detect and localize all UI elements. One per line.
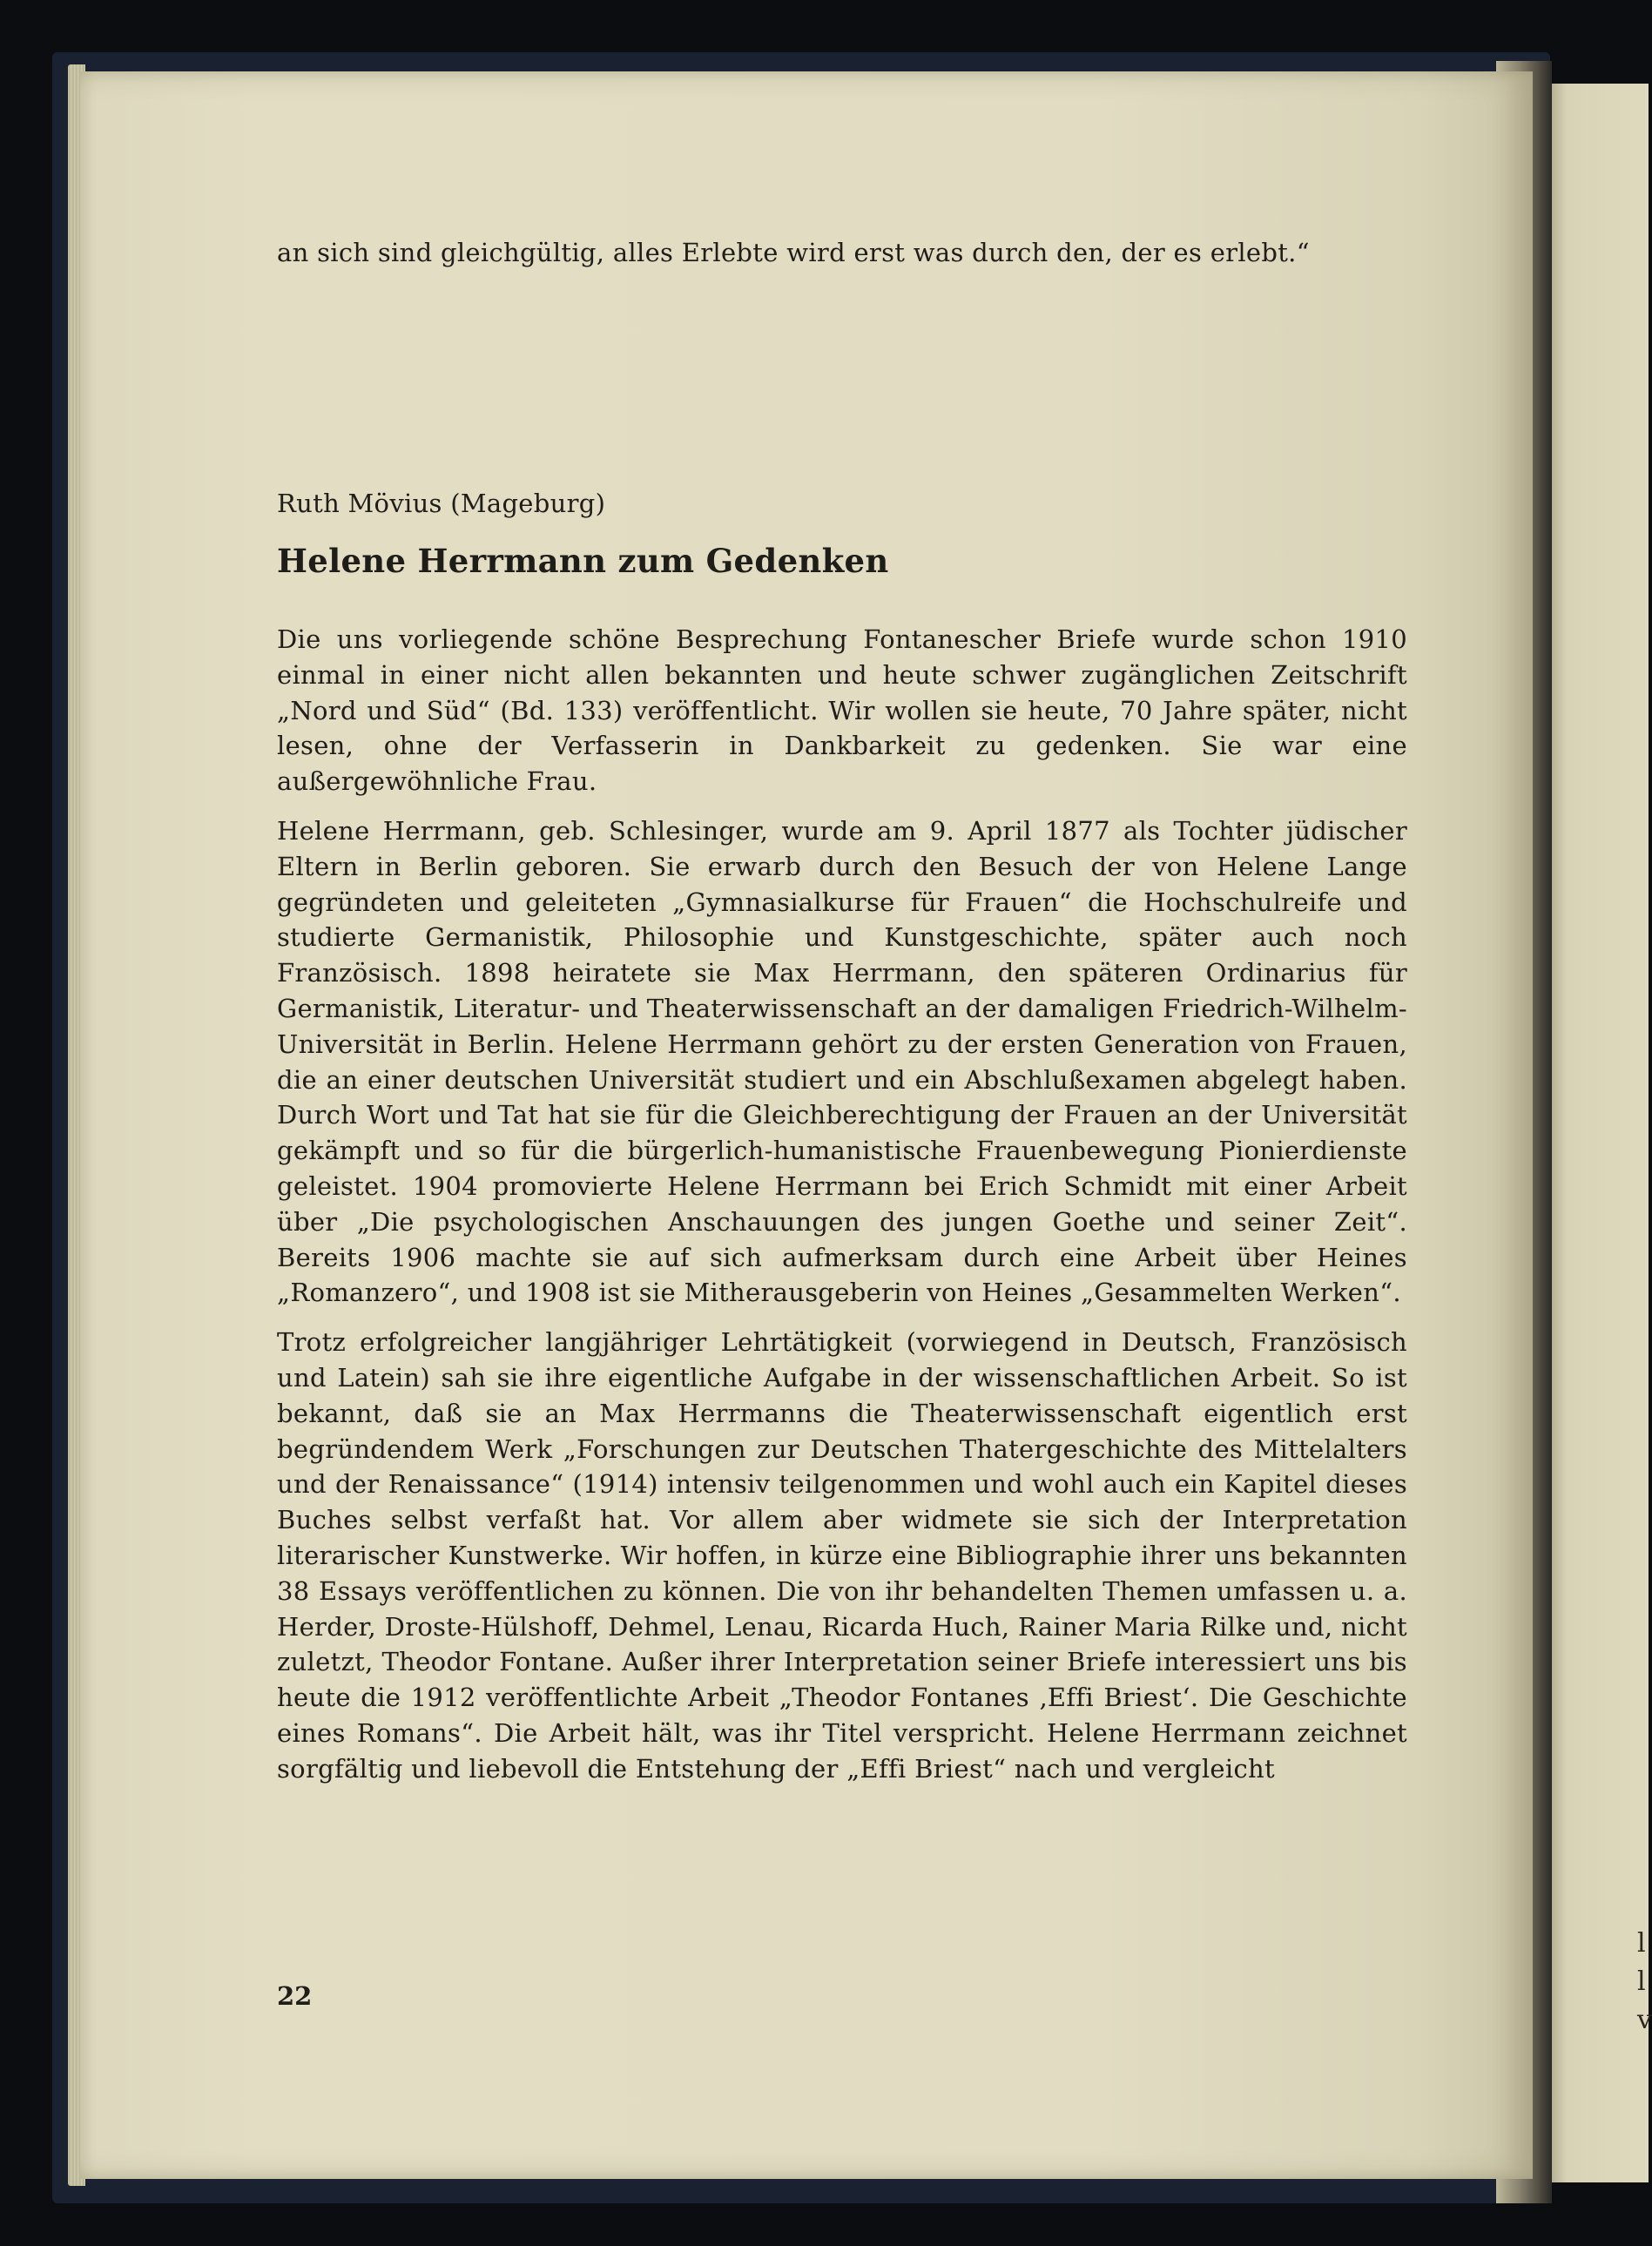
article-title: Helene Herrmann zum Gedenken (277, 542, 889, 580)
article-body (277, 622, 1407, 1787)
page-number: 22 (277, 1981, 313, 2011)
article-paragraph: Trotz erfolgreicher langjähriger Lehrtätigkeit (vorwiegend in Deutsch, Französisch und Latein) sah sie ihre eigentliche Aufgabe in der wissenschaftlichen Arbeit. So ist bekannt, daß sie an Max Herrmanns die Theaterwissenschaft eigentlich erst begründendem Werk „Forschungen zur Deutschen Thatergeschichte des Mittelalters und der Renaissance“ (1914) intensiv teilgenommen und wohl auch ein Kapitel dieses Buches selbst verfaßt hat. Vor allem aber widmete sie sich der Interpretation literarischer Kunstwerke. Wir hoffen, in kürze eine Bibliographie ihrer uns bekannten 38 Essays veröffentlichen zu können. Die von ihr behandelten Themen umfassen u. a. Herder, Droste-Hülshoff, Dehmel, Lenau, Ricarda Huch, Rainer Maria Rilke und, nicht zuletzt, Theodor Fontane. Außer ihrer Interpretation seiner Briefe interessiert uns bis heute die 1912 veröffentlichte Arbeit „Theodor Fontanes ‚Effi Briest‘. Die Geschichte eines Romans“. Die Arbeit hält, was ihr Titel verspricht. Helene Herrmann zeichnet sorgfältig und liebevoll die Entstehung der „Effi Briest“ nach und vergleicht (277, 1327, 1407, 1784)
article-paragraph: Helene Herrmann, geb. Schlesinger, wurde am 9. April 1877 als Tochter jüdischer Eltern in Berlin geboren. Sie erwarb durch den Besuch der von Helene Lange gegründeten und geleiteten „Gymnasialkurse für Frauen“ die Hochschulreife und studierte Germanistik, Philosophie und Kunstgeschichte, später auch noch Französisch. 1898 heiratete sie Max Herrmann, den späteren Ordinarius für Germanistik, Literatur- und Theaterwissenschaft an der damaligen Friedrich-Wilhelm-Universität in Berlin. Helene Herrmann gehört zu der ersten Generation von Frauen, die an einer deutschen Universität studiert und ein Abschlußexamen abgelegt haben. Durch Wort und Tat hat sie für die Gleichberechtigung der Frauen an der Universität gekämpft und so für die bürgerlich-humanistische Frauenbewegung Pionierdienste geleistet. 1904 promovierte Helene Herrmann bei Erich Schmidt mit einer Arbeit über „Die psychologischen Anschauungen des jungen Goethe und seiner Zeit“. Bereits 1906 machte sie auf sich aufmerksam durch eine Arbeit über Heines „Romanzero“, und 1908 ist sie Mitherausgeberin von Heines „Gesammelten Werken“. (277, 815, 1407, 1308)
article-paragraph: Die uns vorliegende schöne Besprechung Fontanescher Briefe wurde schon 1910 einmal in einer nicht allen bekannten und heute schwer zugänglichen Zeitschrift „Nord und Süd“ (Bd. 133) veröffentlicht. Wir wollen sie heute, 70 Jahre später, nicht lesen, ohne der Verfasserin in Dankbarkeit zu gedenken. Sie war eine außergewöhnliche Frau. (277, 624, 1407, 797)
previous-article-ending (277, 235, 1407, 271)
facing-page-text-fragments: l l v (1637, 1928, 1652, 2035)
facing-page (1540, 84, 1652, 2182)
continuation-paragraph: an sich sind gleichgültig, alles Erlebte wird erst was durch den, der es erlebt.“ (277, 238, 1310, 267)
author-line: Ruth Mövius (Mageburg) (277, 489, 606, 518)
